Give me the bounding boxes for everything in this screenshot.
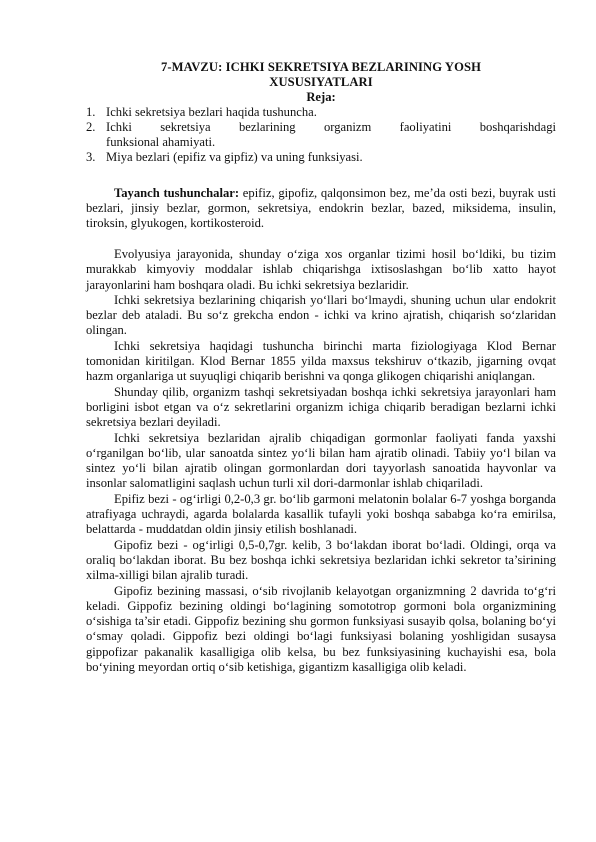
plan-item	[86, 105, 556, 120]
plan-item-text-continued: funksional ahamiyati.	[106, 135, 216, 149]
plan-item-text: Miya bezlari (epifiz va gipfiz) va uning funksiyasi.	[106, 150, 363, 164]
plan-item-number: 1.	[86, 105, 96, 119]
plan-item-number: 2.	[86, 120, 96, 134]
key-terms-label: Tayanch tushunchalar:	[114, 186, 240, 200]
plan-item-number: 3.	[86, 150, 96, 164]
body-paragraph: Gipofiz bezining massasi, o‘sib rivojlanib kelayotgan organizmning 2 davrida to‘g‘ri keladi. Gippofiz bezining oldingi bo‘lagining somototrop gormoni bola organizmining o‘sishiga ta’sir etadi. Gippofiz bezining shu gormon funksiyasi susayib qolsa, bolaning bo‘yi o‘smay qoladi. Gippofiz bezi oldingi bo‘lagi funksiyasi bolaning yoshligidan susaysa gippofizar pakanalik kasalligiga olib kelsa, bu bez funksiyasining kuchayishi esa, bola bo‘yining meyordan ortiq o‘sib ketishiga, gigantizm kasalligiga olib keladi.	[86, 583, 556, 675]
plan-item-text: Ichki sekretsiya bezlarining organizm faoliyatini boshqarishdagi	[106, 120, 556, 134]
body-text	[86, 247, 556, 675]
title-line-2: XUSUSIYATLARI	[269, 75, 373, 89]
key-terms-text: epifiz, gipofiz, qalqonsimon bez, me’da osti bezi, buyrak usti bezlari, jinsiy bezlar, gormon, sekretsiya, endokrin bezlar, bazed, miksidema, insulin, tiroksin, glyukogen, kortikosteroid.	[86, 186, 556, 231]
plan-item	[86, 150, 556, 165]
title-line-1: 7-MAVZU: ICHKI SEKRETSIYA BEZLARINING YOSH	[160, 60, 482, 74]
body-paragraph: Shunday qilib, organizm tashqi sekretsiyadan boshqa ichki sekretsiya jarayonlari ham borligini isbot etgan va o‘z sekretlarini organizm ichiga chiqarib beradigan bezlarni ichki sekretsiya bezlari deyiladi.	[86, 384, 556, 430]
key-terms-paragraph	[86, 186, 556, 231]
body-paragraph: Ichki sekretsiya bezlarining chiqarish yo‘llari bo‘lmaydi, shuning uchun ular endokrit bezlar deb ataladi. Bu so‘z grekcha endon - ichki va krino ajratish, chiqarish so‘zlaridan olingan.	[86, 292, 556, 338]
body-paragraph: Gipofiz bezi - og‘irligi 0,5-0,7gr. kelib, 3 bo‘lakdan iborat bo‘ladi. Oldingi, orqa va oraliq bo‘lakdan iborat. Bu bez boshqa ichki sekretsiya bezlaridan ichki sekretor ta’sirining xilma-xilligi bilan ajralib turadi.	[86, 537, 556, 583]
body-paragraph: Ichki sekretsiya haqidagi tushuncha birinchi marta fiziologiyaga Klod Bernar tomonidan kiritilgan. Klod Bernar 1855 yilda maxsus tekshiruv o‘tkazib, jigarning ovqat hazm organlariga ut suyuqligi chiqarib berishni va qonga glikogen chiqarishi aniqlangan.	[86, 338, 556, 384]
plan-item	[86, 120, 556, 150]
body-paragraph: Ichki sekretsiya bezlaridan ajralib chiqadigan gormonlar faoliyati fanda yaxshi o‘rganilgan bo‘lib, ular sanoatda sintez yo‘li bilan ham ajratib olinadi. Tabiiy yo‘l bilan va sintez yo‘li bilan ajratib olingan gormonlardan dori tayyorlash sanoatida hayvonlar va insonlar salomatligini saqlash uchun turli xil dori-darmonlar ishlab chiqariladi.	[86, 430, 556, 491]
document-title	[86, 60, 556, 90]
plan-list	[86, 105, 556, 165]
body-paragraph: Epifiz bezi - og‘irligi 0,2-0,3 gr. bo‘lib garmoni melatonin bolalar 6-7 yoshga borganda atrafiyaga uchraydi, agarda bolalarda kasallik tufayli yoki boshqa sababga ko‘ra emirilsa, belattarda - muddatdan oldin jinsiy etilish boshlanadi.	[86, 491, 556, 537]
plan-item-text: Ichki sekretsiya bezlari haqida tushuncha.	[106, 105, 317, 119]
body-paragraph: Evolyusiya jarayonida, shunday o‘ziga xos organlar tizimi hosil bo‘ldiki, bu tizim murakkab kimyoviy moddalar ishlab chiqarishga ixtisoslashgan bo‘lib xatto hayot jarayonlarini ham boshqara oladi. Bu ichki sekretsiya bezlaridir.	[86, 247, 556, 292]
plan-heading: Reja:	[306, 90, 336, 104]
